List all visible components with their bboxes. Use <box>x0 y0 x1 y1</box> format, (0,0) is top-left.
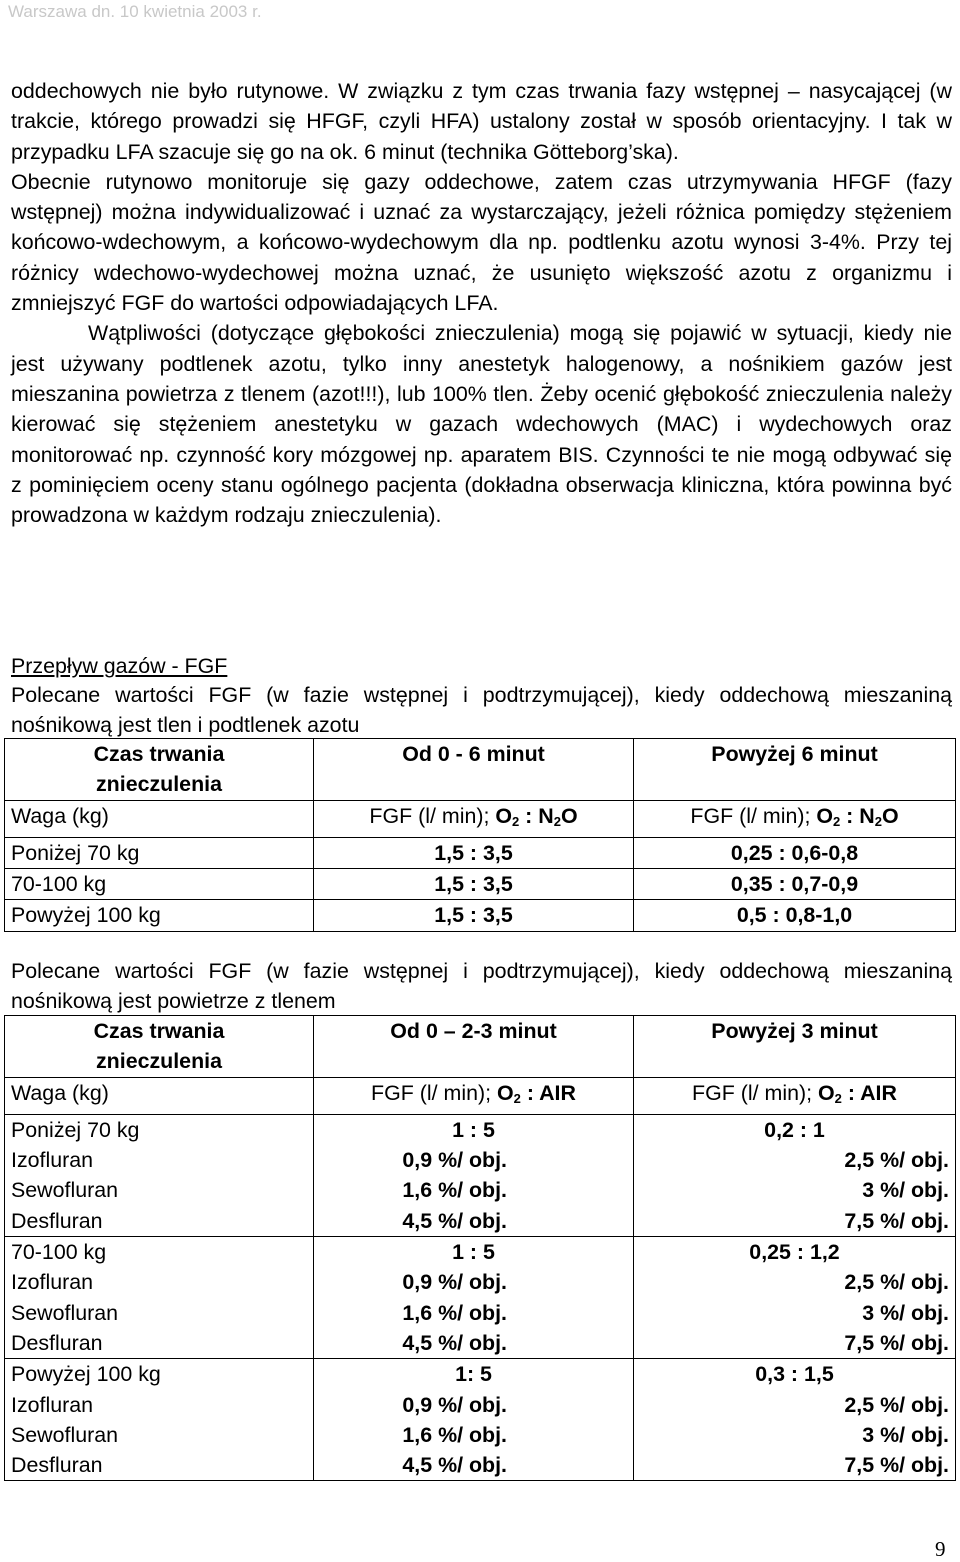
header-range-1: Od 0 - 6 minut <box>314 739 634 801</box>
table-unit-row <box>5 800 956 837</box>
formula-sep: : <box>840 803 860 828</box>
body-text <box>11 76 952 530</box>
formula-sub: 2 <box>874 813 882 829</box>
formula-air: : AIR <box>841 1080 897 1105</box>
formula-sub: 2 <box>834 1090 842 1106</box>
table2-intro-text: Polecane wartości FGF (w fazie wstępnej i podtrzymującej), kiedy oddechową mieszaniną nośnikową jest powietrze z tlenem <box>11 959 952 1013</box>
unit-label: Waga (kg) <box>5 800 314 837</box>
group-values-2 <box>634 1237 956 1359</box>
table-header-row <box>5 1016 956 1078</box>
formula-o2: O <box>881 803 899 828</box>
formula-sub: 2 <box>512 813 520 829</box>
agent-label: Sewofluran <box>11 1178 119 1203</box>
group-values-1 <box>314 1359 634 1481</box>
paragraph-1: oddechowych nie było rutynowe. W związku z tym czas trwania fazy wstępnej – nasycającej (w trakcie, którego prowadzi się HFGF, czyli HFA) ustalony został w sposób orientacyjny. I tak w przypadku LFA szacuje się go na ok. 6 minut (technika Götteborg’ska). <box>11 79 952 164</box>
group-labels <box>5 1237 314 1359</box>
ratio-value: 1 : 5 <box>452 1240 495 1265</box>
weight-cell: 70-100 kg <box>5 869 314 900</box>
value-cell: 1,5 : 3,5 <box>314 869 634 900</box>
page-number: 9 <box>935 1537 946 1561</box>
ratio-value: 0,2 : 1 <box>764 1117 825 1142</box>
header-range-2: Powyżej 3 minut <box>634 1016 956 1078</box>
group-values-2 <box>634 1114 956 1236</box>
table-group-row <box>5 1114 956 1236</box>
value-cell: 1,5 : 3,5 <box>314 900 634 931</box>
agent-value: 4,5 %/ obj. <box>402 1330 507 1355</box>
group-values-1 <box>314 1237 634 1359</box>
value-cell: 0,5 : 0,8-1,0 <box>634 900 956 931</box>
table-oxygen-n2o <box>4 738 956 932</box>
agent-value: 0,9 %/ obj. <box>402 1392 507 1417</box>
group-weight: Poniżej 70 kg <box>11 1117 140 1142</box>
value-cell: 0,25 : 0,6-0,8 <box>634 837 956 868</box>
header-duration: Czas trwania znieczulenia <box>5 1016 314 1078</box>
table-group-row <box>5 1359 956 1481</box>
value-cell: 1,5 : 3,5 <box>314 837 634 868</box>
ratio-value: 0,25 : 1,2 <box>749 1240 840 1265</box>
formula-prefix: FGF (l/ min); <box>690 803 817 828</box>
ratio-value: 1: 5 <box>455 1362 492 1387</box>
agent-value: 3 %/ obj. <box>862 1300 949 1325</box>
formula-sub: 2 <box>553 813 561 829</box>
weight-cell: Poniżej 70 kg <box>5 837 314 868</box>
ratio-value: 0,3 : 1,5 <box>755 1362 834 1387</box>
agent-value: 0,9 %/ obj. <box>402 1270 507 1295</box>
agent-label: Izofluran <box>11 1392 94 1417</box>
agent-label: Desfluran <box>11 1208 103 1233</box>
paragraph-3: Wątpliwości (dotyczące głębokości znieczulenia) mogą się pojawić w sytuacji, kiedy nie jest używany podtlenek azotu, tylko inny anestetyk halogenowy, a nośnikiem gazów jest mieszanina powietrza z tlenem (azot!!!), lub 100% tlen. Żeby ocenić głębokość znieczulenia należy kierować się stężeniem anestetyku w gazach wdechowych (MAC) i wydechowych oraz monitorować np. czynność kory mózgowej np. aparatem BIS. Czynności te nie mogą odbywać się z pominięciem oceny stanu ogólnego pacjenta (dokładna obserwacja kliniczna, która powinna być prowadzona w każdym rodzaju znieczulenia). <box>11 321 952 528</box>
group-labels <box>5 1359 314 1481</box>
group-values-1 <box>314 1114 634 1236</box>
agent-value: 4,5 %/ obj. <box>402 1208 507 1233</box>
agent-value: 0,9 %/ obj. <box>402 1148 507 1173</box>
unit-formula-2 <box>634 1077 956 1114</box>
header-range-1: Od 0 – 2-3 minut <box>314 1016 634 1078</box>
paragraph-2: Obecnie rutynowo monitoruje się gazy oddechowe, zatem czas utrzymywania HFGF (fazy wstępnej) można indywidualizować i uznać za wystarczający, jeżeli różnica pomiędzy stężeniem końcowo-wdechowym, a końcowo-wydechowym dla np. podtlenku azotu wynosi 3-4%. Przy tej różnicy wdechowo-wydechowej można uznać, że usunięto większość azotu z organizmu i zmniejszyć FGF do wartości odpowiadających LFA. <box>11 169 952 316</box>
agent-value: 7,5 %/ obj. <box>844 1330 949 1355</box>
formula-o: O <box>816 803 833 828</box>
agent-label: Sewofluran <box>11 1422 119 1447</box>
group-values-2 <box>634 1359 956 1481</box>
table1-intro-text: Polecane wartości FGF (w fazie wstępnej i podtrzymującej), kiedy oddechową mieszaniną nośnikową jest tlen i podtlenek azotu <box>11 683 952 737</box>
table-group-row <box>5 1237 956 1359</box>
page-header: Warszawa dn. 10 kwietnia 2003 r. <box>8 2 262 21</box>
agent-value: 2,5 %/ obj. <box>844 1148 949 1173</box>
header-duration: Czas trwania znieczulenia <box>5 739 314 801</box>
formula-o: O <box>497 1080 514 1105</box>
formula-sub: 2 <box>513 1090 521 1106</box>
agent-value: 1,6 %/ obj. <box>402 1300 507 1325</box>
formula-sub: 2 <box>833 813 841 829</box>
agent-value: 2,5 %/ obj. <box>844 1270 949 1295</box>
section-title: Przepływ gazów - FGF <box>11 654 228 678</box>
ratio-value: 1 : 5 <box>452 1117 495 1142</box>
formula-air: : AIR <box>520 1080 576 1105</box>
agent-label: Desfluran <box>11 1330 103 1355</box>
table-header-row <box>5 739 956 801</box>
agent-value: 2,5 %/ obj. <box>844 1392 949 1417</box>
formula-prefix: FGF (l/ min); <box>369 803 496 828</box>
group-labels <box>5 1114 314 1236</box>
agent-value: 7,5 %/ obj. <box>844 1208 949 1233</box>
agent-label: Sewofluran <box>11 1300 119 1325</box>
agent-value: 7,5 %/ obj. <box>844 1453 949 1478</box>
table-unit-row <box>5 1077 956 1114</box>
formula-n: N <box>859 803 875 828</box>
table-row <box>5 837 956 868</box>
agent-value: 3 %/ obj. <box>862 1422 949 1447</box>
formula-prefix: FGF (l/ min); <box>692 1080 818 1105</box>
unit-formula-2 <box>634 800 956 837</box>
agent-label: Izofluran <box>11 1148 94 1173</box>
formula-n: N <box>538 803 554 828</box>
agent-value: 1,6 %/ obj. <box>402 1178 507 1203</box>
group-weight: Powyżej 100 kg <box>11 1362 161 1387</box>
header-range-2: Powyżej 6 minut <box>634 739 956 801</box>
table1-intro <box>11 680 952 740</box>
agent-value: 1,6 %/ obj. <box>402 1422 507 1447</box>
unit-label: Waga (kg) <box>5 1077 314 1114</box>
unit-formula-1 <box>314 1077 634 1114</box>
table-row <box>5 900 956 931</box>
table-row <box>5 869 956 900</box>
value-cell: 0,35 : 0,7-0,9 <box>634 869 956 900</box>
formula-o: O <box>818 1080 835 1105</box>
agent-value: 3 %/ obj. <box>862 1178 949 1203</box>
agent-label: Desfluran <box>11 1453 103 1478</box>
group-weight: 70-100 kg <box>11 1240 107 1265</box>
table-air-oxygen <box>4 1015 956 1481</box>
formula-o: O <box>495 803 512 828</box>
agent-label: Izofluran <box>11 1270 94 1295</box>
agent-value: 4,5 %/ obj. <box>402 1453 507 1478</box>
formula-prefix: FGF (l/ min); <box>371 1080 497 1105</box>
formula-sep: : <box>519 803 539 828</box>
formula-o2: O <box>560 803 578 828</box>
weight-cell: Powyżej 100 kg <box>5 900 314 931</box>
unit-formula-1 <box>314 800 634 837</box>
table2-intro <box>11 956 952 1016</box>
